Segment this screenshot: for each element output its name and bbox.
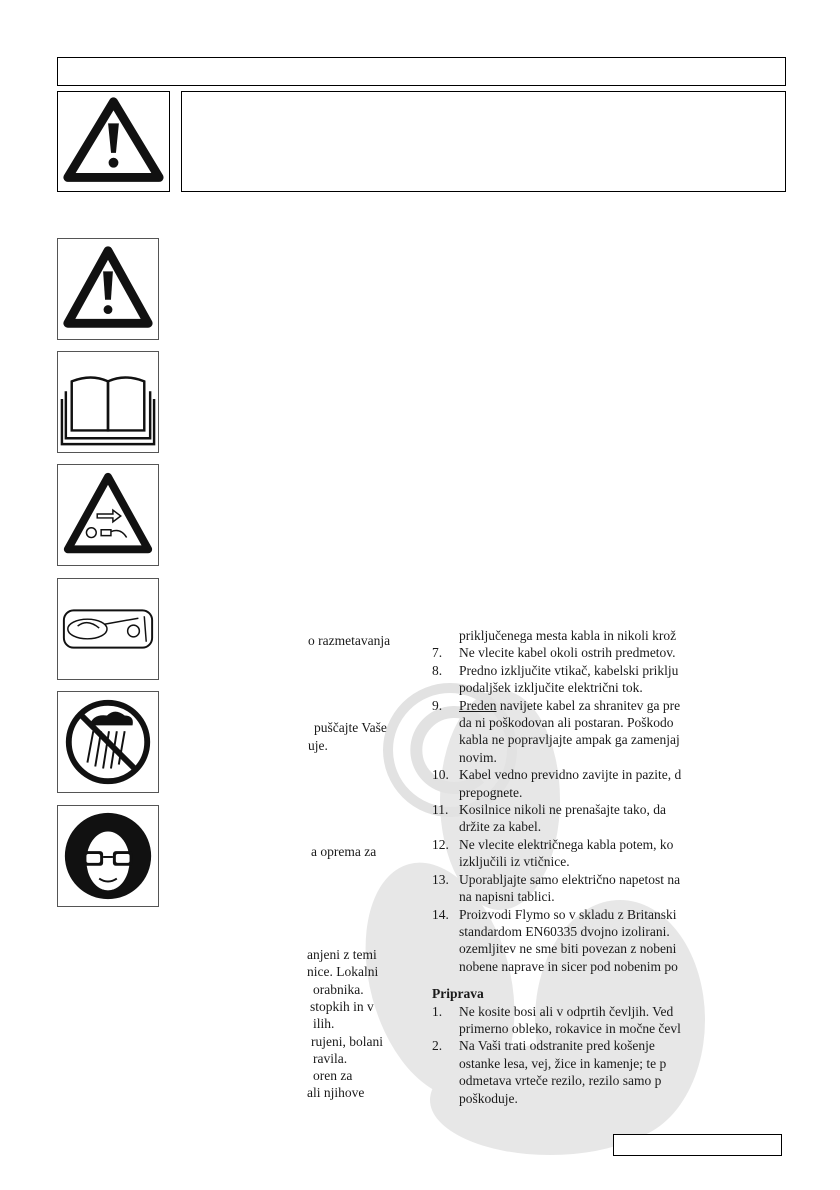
- left-fragment: rujeni, bolani: [311, 1034, 383, 1049]
- list-item: 1. Ne kosite bosi ali v odprtih čevljih. Ved: [432, 1003, 674, 1019]
- list-item: novim.: [459, 749, 497, 765]
- symbol-cable-blade: [57, 578, 159, 680]
- symbol-eye-protection: [57, 805, 159, 907]
- cable-blade-icon: [58, 579, 158, 679]
- underlined-word: Preden: [459, 697, 497, 713]
- list-item: na napisni tablici.: [459, 889, 555, 905]
- left-fragment: ilih.: [313, 1016, 335, 1031]
- left-fragment: a oprema za: [311, 844, 377, 859]
- list-item: 13. Uporabljajte samo električno napetost na: [432, 871, 681, 887]
- list-item: 11. Kosilnice nikoli ne prenašajte tako, da: [432, 802, 666, 818]
- left-fragment: nice. Lokalni: [307, 964, 379, 979]
- no-rain-icon: [58, 692, 158, 792]
- section-heading-priprava: Priprava: [432, 986, 484, 1002]
- left-fragment: uje.: [308, 738, 328, 753]
- left-fragment: ali njihove: [307, 1085, 365, 1100]
- list-item: poškoduje.: [459, 1090, 518, 1106]
- left-fragment: anjeni z temi: [307, 947, 377, 962]
- list-item: 10. Kabel vedno previdno zavijte in pazite, d: [432, 767, 682, 783]
- list-item: držite za kabel.: [459, 819, 542, 835]
- header-bar: [57, 57, 786, 86]
- list-item: primerno obleko, rokavice in močne čevl: [459, 1020, 681, 1036]
- symbol-no-rain: [57, 691, 159, 793]
- symbol-unplug: [57, 464, 159, 566]
- cable-safety-list: [432, 627, 732, 975]
- left-fragment: oren za: [313, 1068, 353, 1083]
- list-item: podaljšek izključite električni tok.: [459, 680, 643, 696]
- list-item: da ni poškodovan ali postaran. Poškodo: [459, 715, 674, 731]
- list-item: prepognete.: [459, 784, 523, 800]
- warning-icon-box: [57, 91, 170, 192]
- preparation-list: [432, 1003, 732, 1107]
- list-item: 12. Ne vlecite električnega kabla potem, ko: [432, 836, 674, 852]
- list-item: 7. Ne vlecite kabel okoli ostrih predmetov.: [432, 645, 676, 661]
- list-item: 2. Na Vaši trati odstranite pred košenje: [432, 1038, 655, 1054]
- list-item: 14. Proizvodi Flymo so v skladu z Britanski: [432, 906, 677, 922]
- symbol-read-manual: [57, 351, 159, 453]
- warning-text-box: [181, 91, 786, 192]
- left-fragment: puščajte Vaše: [314, 720, 387, 735]
- left-fragment: stopkih in v: [310, 999, 374, 1014]
- list-item: 9. Preden navijete kabel za shranitev ga pre: [432, 697, 681, 713]
- list-item: 8. Predno izključite vtikač, kabelski priklju: [432, 662, 679, 678]
- left-fragment: o razmetavanja: [308, 633, 391, 648]
- eye-protection-icon: [58, 806, 158, 906]
- list-item: odmetava vrteče rezilo, rezilo samo p: [459, 1073, 662, 1089]
- warning-triangle-icon: [58, 239, 158, 339]
- list-item: izključili iz vtičnice.: [459, 854, 570, 870]
- list-item: ozemljitev ne sme biti povezan z nobeni: [459, 941, 677, 957]
- read-manual-book-icon: [58, 352, 158, 452]
- left-fragment: orabnika.: [313, 982, 364, 997]
- list-item: standardom EN60335 dvojno izolirani.: [459, 923, 670, 939]
- warning-triangle-icon: [58, 92, 169, 191]
- unplug-warning-icon: [58, 465, 158, 565]
- left-fragment: ravila.: [313, 1051, 348, 1066]
- list-item: kabla ne popravljajte ampak ga zamenjaj: [459, 732, 680, 748]
- page-number-box: [613, 1134, 782, 1156]
- list-item: priključenega mesta kabla in nikoli krož: [459, 628, 677, 643]
- symbol-warning: [57, 238, 159, 340]
- list-item: nobene naprave in sicer pod nobenim po: [459, 958, 678, 974]
- right-text-column: [432, 627, 732, 1107]
- list-item: ostanke lesa, vej, žice in kamenje; te p: [459, 1055, 667, 1071]
